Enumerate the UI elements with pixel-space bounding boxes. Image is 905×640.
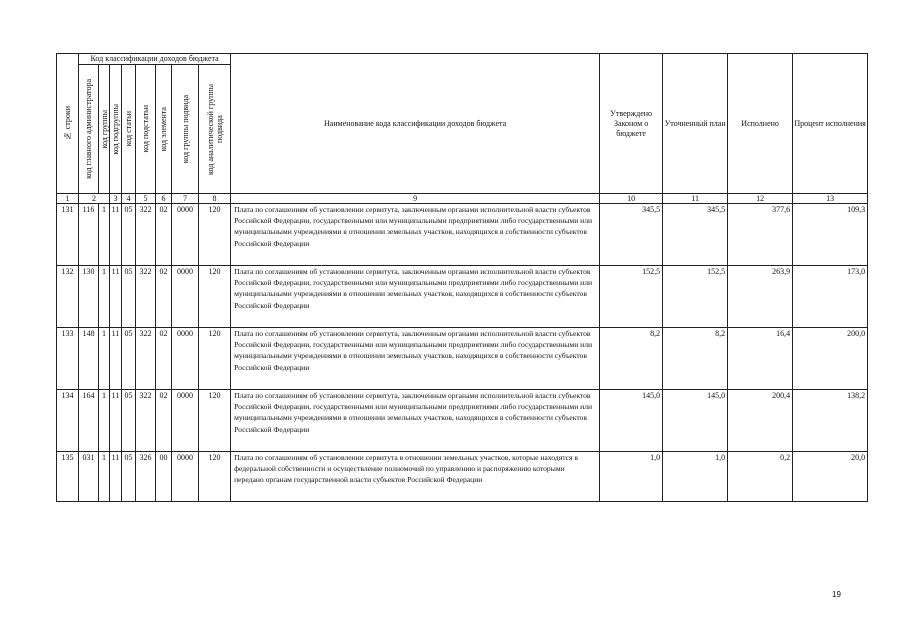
- header-revised: Уточненный план: [663, 54, 728, 194]
- approved-amount: 145,0: [600, 390, 663, 452]
- revenue-name: Плата по соглашениям об установлении сервитута в отношении земельных участков, которые находятся в федеральной собственности и осуществление полномочий по управлению и распоряжению которыми передано органам государственной власти субъектов Российской Федерации: [231, 452, 600, 502]
- code-element: 00: [156, 452, 172, 502]
- column-index: 8: [199, 194, 231, 204]
- row-number: 132: [57, 266, 79, 328]
- column-index: 7: [172, 194, 199, 204]
- code-article: 05: [122, 390, 136, 452]
- header-percent: Процент исполнения: [793, 54, 868, 194]
- revised-amount: 8,2: [663, 328, 728, 390]
- header-code-subgroup: код подгруппы: [110, 65, 122, 194]
- revenue-name: Плата по соглашениям об установлении сервитута, заключенным органами исполнительной власти субъектов Российской Федерации, государственными или муниципальными предприятиями либо государственными или муниципальными учреждениями в отношении земельных участков, находящихся в собственности субъектов Российской Федерации: [231, 266, 600, 328]
- code-subarticle: 322: [136, 328, 156, 390]
- column-index: 11: [663, 194, 728, 204]
- header-name: Наименование кода классификации доходов бюджета: [231, 54, 600, 194]
- code-element: 02: [156, 328, 172, 390]
- code-group: 1: [99, 204, 110, 266]
- code-admin: 031: [79, 452, 99, 502]
- code-analytic: 120: [199, 266, 231, 328]
- executed-amount: 200,4: [728, 390, 793, 452]
- column-index: 12: [728, 194, 793, 204]
- header-code-group: Код классификации доходов бюджета: [79, 54, 231, 65]
- row-number: 131: [57, 204, 79, 266]
- code-subarticle: 322: [136, 204, 156, 266]
- approved-amount: 1,0: [600, 452, 663, 502]
- header-executed: Исполнено: [728, 54, 793, 194]
- code-group: 1: [99, 266, 110, 328]
- code-element: 02: [156, 266, 172, 328]
- executed-amount: 377,6: [728, 204, 793, 266]
- header-code-admin: код главного администратора: [79, 65, 99, 194]
- column-index: 2: [79, 194, 110, 204]
- execution-percent: 138,2: [793, 390, 868, 452]
- approved-amount: 345,5: [600, 204, 663, 266]
- revised-amount: 1,0: [663, 452, 728, 502]
- header-approved: Утверждено Законом о бюджете: [600, 54, 663, 194]
- table-row: [57, 390, 868, 452]
- header-row: [57, 54, 868, 65]
- execution-percent: 109,3: [793, 204, 868, 266]
- table-row: [57, 204, 868, 266]
- code-subtype: 0000: [172, 328, 199, 390]
- code-group: 1: [99, 328, 110, 390]
- header-code-element: код элемента: [156, 65, 172, 194]
- code-article: 05: [122, 266, 136, 328]
- column-index: 10: [600, 194, 663, 204]
- executed-amount: 263,9: [728, 266, 793, 328]
- revenue-name: Плата по соглашениям об установлении сервитута, заключенным органами исполнительной власти субъектов Российской Федерации, государственными или муниципальными предприятиями либо государственными или муниципальными учреждениями в отношении земельных участков, находящихся в собственности субъектов Российской Федерации: [231, 328, 600, 390]
- row-number: 133: [57, 328, 79, 390]
- column-index: 6: [156, 194, 172, 204]
- revised-amount: 152,5: [663, 266, 728, 328]
- code-subgroup: 11: [110, 452, 122, 502]
- code-subtype: 0000: [172, 452, 199, 502]
- executed-amount: 16,4: [728, 328, 793, 390]
- column-index: 9: [231, 194, 600, 204]
- code-admin: 130: [79, 266, 99, 328]
- code-admin: 164: [79, 390, 99, 452]
- code-admin: 116: [79, 204, 99, 266]
- code-element: 02: [156, 390, 172, 452]
- column-index: 3: [110, 194, 122, 204]
- revenue-name: Плата по соглашениям об установлении сервитута, заключенным органами исполнительной власти субъектов Российской Федерации, государственными или муниципальными предприятиями либо государственными или муниципальными учреждениями в отношении земельных участков, находящихся в собственности субъектов Российской Федерации: [231, 390, 600, 452]
- code-article: 05: [122, 204, 136, 266]
- header-row-no: № строки: [57, 54, 79, 194]
- code-analytic: 120: [199, 328, 231, 390]
- row-number: 135: [57, 452, 79, 502]
- code-subgroup: 11: [110, 266, 122, 328]
- code-analytic: 120: [199, 452, 231, 502]
- header-code-analytic: код аналитической группы подвида: [199, 65, 231, 194]
- code-subarticle: 326: [136, 452, 156, 502]
- code-element: 02: [156, 204, 172, 266]
- code-subgroup: 11: [110, 390, 122, 452]
- approved-amount: 152,5: [600, 266, 663, 328]
- code-article: 05: [122, 328, 136, 390]
- column-index: 13: [793, 194, 868, 204]
- column-index: 5: [136, 194, 156, 204]
- revised-amount: 145,0: [663, 390, 728, 452]
- table-row: [57, 328, 868, 390]
- header-code-article: код статьи: [122, 65, 136, 194]
- code-analytic: 120: [199, 204, 231, 266]
- column-index: 4: [122, 194, 136, 204]
- code-group: 1: [99, 452, 110, 502]
- table-row: [57, 266, 868, 328]
- approved-amount: 8,2: [600, 328, 663, 390]
- code-subtype: 0000: [172, 266, 199, 328]
- header-code-subarticle: код подстатьи: [136, 65, 156, 194]
- header-code-group-col: код группы: [99, 65, 110, 194]
- page-number: 19: [832, 590, 841, 599]
- code-subgroup: 11: [110, 328, 122, 390]
- column-index-row: [57, 194, 868, 204]
- code-subarticle: 322: [136, 266, 156, 328]
- execution-percent: 173,0: [793, 266, 868, 328]
- executed-amount: 0,2: [728, 452, 793, 502]
- revised-amount: 345,5: [663, 204, 728, 266]
- header-code-subtype: код группы подвида: [172, 65, 199, 194]
- execution-percent: 200,0: [793, 328, 868, 390]
- column-index: 1: [57, 194, 79, 204]
- budget-revenue-table: [56, 53, 868, 502]
- row-number: 134: [57, 390, 79, 452]
- code-article: 05: [122, 452, 136, 502]
- code-subgroup: 11: [110, 204, 122, 266]
- table-row: [57, 452, 868, 502]
- code-subtype: 0000: [172, 390, 199, 452]
- code-subtype: 0000: [172, 204, 199, 266]
- execution-percent: 20,0: [793, 452, 868, 502]
- code-group: 1: [99, 390, 110, 452]
- code-analytic: 120: [199, 390, 231, 452]
- revenue-name: Плата по соглашениям об установлении сервитута, заключенным органами исполнительной власти субъектов Российской Федерации, государственными или муниципальными предприятиями либо государственными или муниципальными учреждениями в отношении земельных участков, находящихся в собственности субъектов Российской Федерации: [231, 204, 600, 266]
- code-admin: 148: [79, 328, 99, 390]
- code-subarticle: 322: [136, 390, 156, 452]
